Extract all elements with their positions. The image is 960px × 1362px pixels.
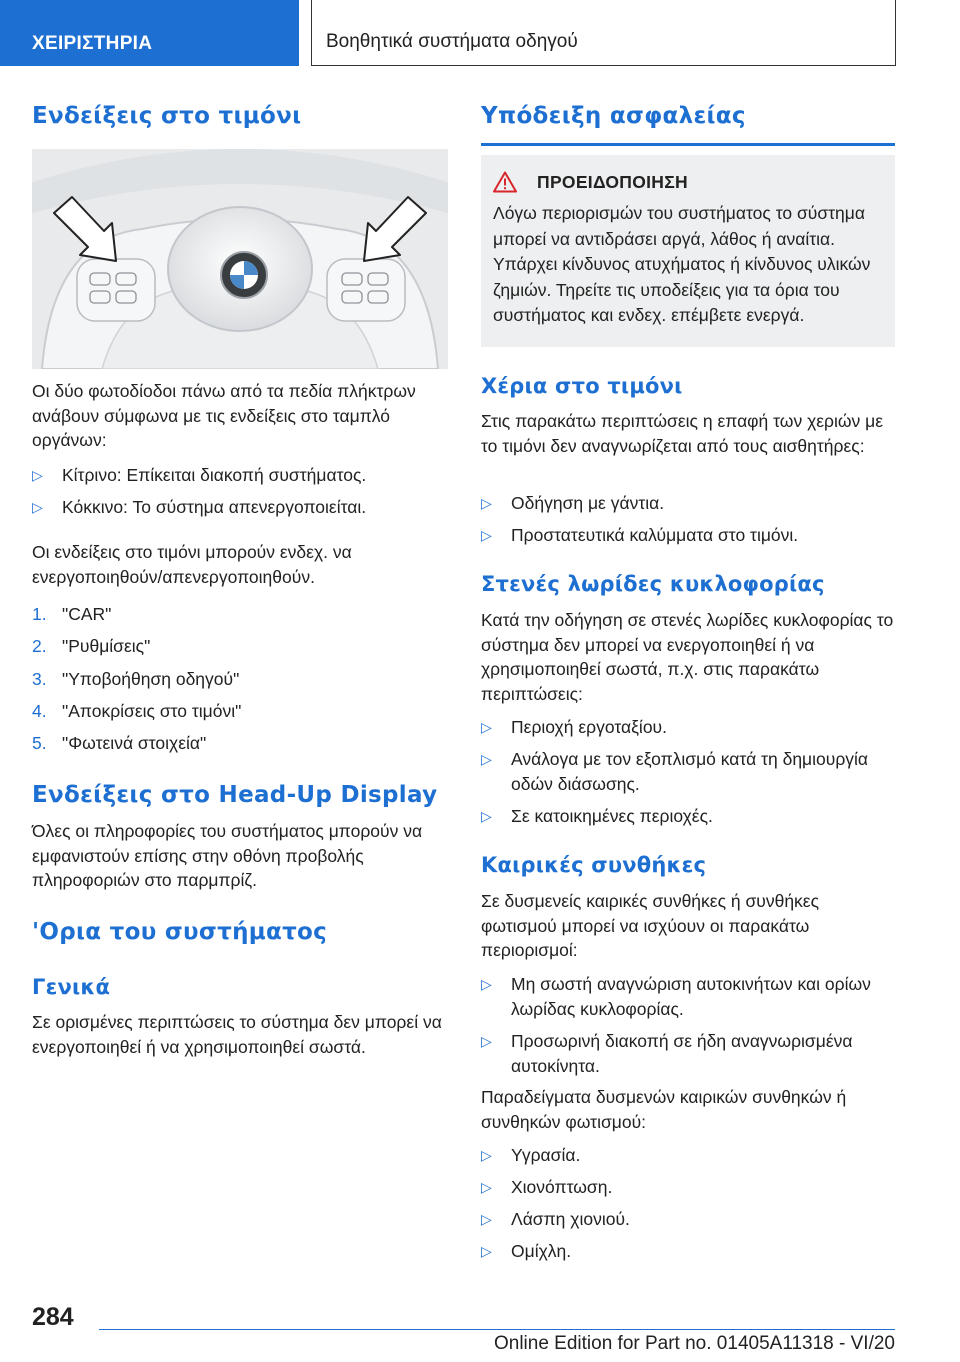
section-tab: ΧΕΙΡΙΣΤΗΡΙΑ [0, 0, 299, 66]
triangle-bullet-icon: ▷ [32, 499, 43, 515]
warning-triangle-icon [493, 171, 517, 193]
hud-paragraph: Όλες οι πληροφορίες του συστήματος μπορούν να εμφανιστούν επίσης στην οθόνη προβολής πληροφοριών στο παρμπρίζ. [32, 821, 423, 890]
triangle-bullet-icon: ▷ [32, 467, 43, 483]
list-item: ▷ Ανάλογα με τον εξοπλισμό κατά τη δημιουργία οδών διάσωσης. [481, 749, 869, 794]
general-paragraph: Σε ορισμένες περιπτώσεις το σύστημα δεν μπορεί να ενεργοποιηθεί ή να χρησιμοποιηθεί σωστά. [32, 1012, 442, 1057]
heading-system-limits: 'Ορια του συστήματος [32, 919, 328, 945]
list-item: ▷ Ομίχλη. [481, 1239, 895, 1264]
led-paragraph: Οι δύο φωτοδίοδοι πάνω από τα πεδία πλήκτρων ανάβουν σύμφωνα με τις ενδείξεις στο ταμπλό οργάνων: [32, 381, 416, 450]
heading-narrow-lanes: Στενές λωρίδες κυκλοφορίας [481, 572, 825, 596]
warning-title: ΠΡΟΕΙΔΟΠΟΙΗΣΗ [537, 172, 688, 192]
list-item: 3. "Υποβοήθηση οδηγού" [32, 669, 240, 689]
footer-divider [99, 1329, 895, 1330]
triangle-bullet-icon: ▷ [481, 1147, 492, 1163]
warning-box [481, 155, 895, 347]
heading-safety-note: Υπόδειξη ασφαλείας [481, 103, 746, 129]
list-item: ▷ Κόκκινο: Το σύστημα απενεργοποιείται. [32, 495, 448, 520]
list-item: ▷ Περιοχή εργοταξίου. [481, 715, 895, 740]
triangle-bullet-icon: ▷ [481, 751, 492, 767]
examples-paragraph: Παραδείγματα δυσμενών καιρικών συνθηκών ή συνθηκών φωτισμού: [481, 1087, 847, 1132]
triangle-bullet-icon: ▷ [481, 808, 492, 824]
list-item: 2. "Ρυθμίσεις" [32, 636, 151, 656]
triangle-bullet-icon: ▷ [481, 1211, 492, 1227]
list-item: ▷ Κίτρινο: Επίκειται διακοπή συστήματος. [32, 463, 448, 488]
list-item: 5. "Φωτεινά στοιχεία" [32, 733, 207, 753]
list-item: 4. "Αποκρίσεις στο τιμόνι" [32, 701, 242, 721]
list-item: ▷ Υγρασία. [481, 1143, 895, 1168]
lanes-paragraph: Κατά την οδήγηση σε στενές λωρίδες κυκλοφορίας το σύστημα δεν μπορεί να ενεργοποιηθεί ή να χρησιμοποιηθεί σωστά, π.χ. στις παρακάτω περιπτώσεις: [481, 610, 894, 704]
triangle-bullet-icon: ▷ [481, 1179, 492, 1195]
triangle-bullet-icon: ▷ [481, 976, 492, 992]
edition-text: Online Edition for Part no. 01405A11318 - VI/20 [493, 1333, 895, 1354]
triangle-bullet-icon: ▷ [481, 1243, 492, 1259]
list-item: ▷ Λάσπη χιονιού. [481, 1207, 895, 1232]
list-item: ▷ Μη σωστή αναγνώριση αυτοκινήτων και ορίων λωρίδας κυκλοφορίας. [481, 974, 871, 1019]
page-number: 284 [32, 1303, 74, 1331]
chapter-title: Βοηθητικά συστήματα οδηγού [311, 0, 896, 66]
steering-wheel-figure [32, 149, 448, 369]
heading-weather: Καιρικές συνθήκες [481, 853, 707, 877]
triangle-bullet-icon: ▷ [481, 719, 492, 735]
divider [481, 143, 895, 146]
warning-text: Λόγω περιορισμών του συστήματος το σύστημα μπορεί να αντιδράσει αργά, λάθος ή αναίτια. Υπάρχει κίνδυνος ατυχήματος ή κίνδυνος υλικών ζημιών. Τηρείτε τις υποδείξεις για τα όρια του συστήματος και ενδεχ. επέμβετε ενεργά. [493, 203, 871, 325]
weather-paragraph: Σε δυσμενείς καιρικές συνθήκες ή συνθήκες φωτισμού μπορεί να ισχύουν οι παρακάτω περιορισμοί: [481, 891, 820, 960]
list-item: ▷ Χιονόπτωση. [481, 1175, 895, 1200]
hands-paragraph: Στις παρακάτω περιπτώσεις η επαφή των χεριών με το τιμόνι δεν αναγνωρίζεται από τους αισθητήρες: [481, 411, 884, 456]
list-item: 1. "CAR" [32, 604, 112, 624]
list-item: ▷ Οδήγηση με γάντια. [481, 491, 895, 516]
activation-paragraph: Οι ενδείξεις στο τιμόνι μπορούν ενδεχ. να ενεργοποιηθούν/απενεργοποιηθούν. [32, 542, 352, 587]
heading-hands-on-wheel: Χέρια στο τιμόνι [481, 374, 683, 398]
triangle-bullet-icon: ▷ [481, 1033, 492, 1049]
triangle-bullet-icon: ▷ [481, 527, 492, 543]
triangle-bullet-icon: ▷ [481, 495, 492, 511]
list-item: ▷ Σε κατοικημένες περιοχές. [481, 804, 895, 829]
list-item: ▷ Προστατευτικά καλύμματα στο τιμόνι. [481, 523, 895, 548]
steering-wheel-illustration [32, 149, 448, 369]
heading-general: Γενικά [32, 975, 111, 999]
heading-steering-indications: Ενδείξεις στο τιμόνι [32, 103, 302, 129]
heading-hud: Ενδείξεις στο Head-Up Display [32, 782, 438, 808]
list-item: ▷ Προσωρινή διακοπή σε ήδη αναγνωρισμένα αυτοκίνητα. [481, 1031, 853, 1076]
